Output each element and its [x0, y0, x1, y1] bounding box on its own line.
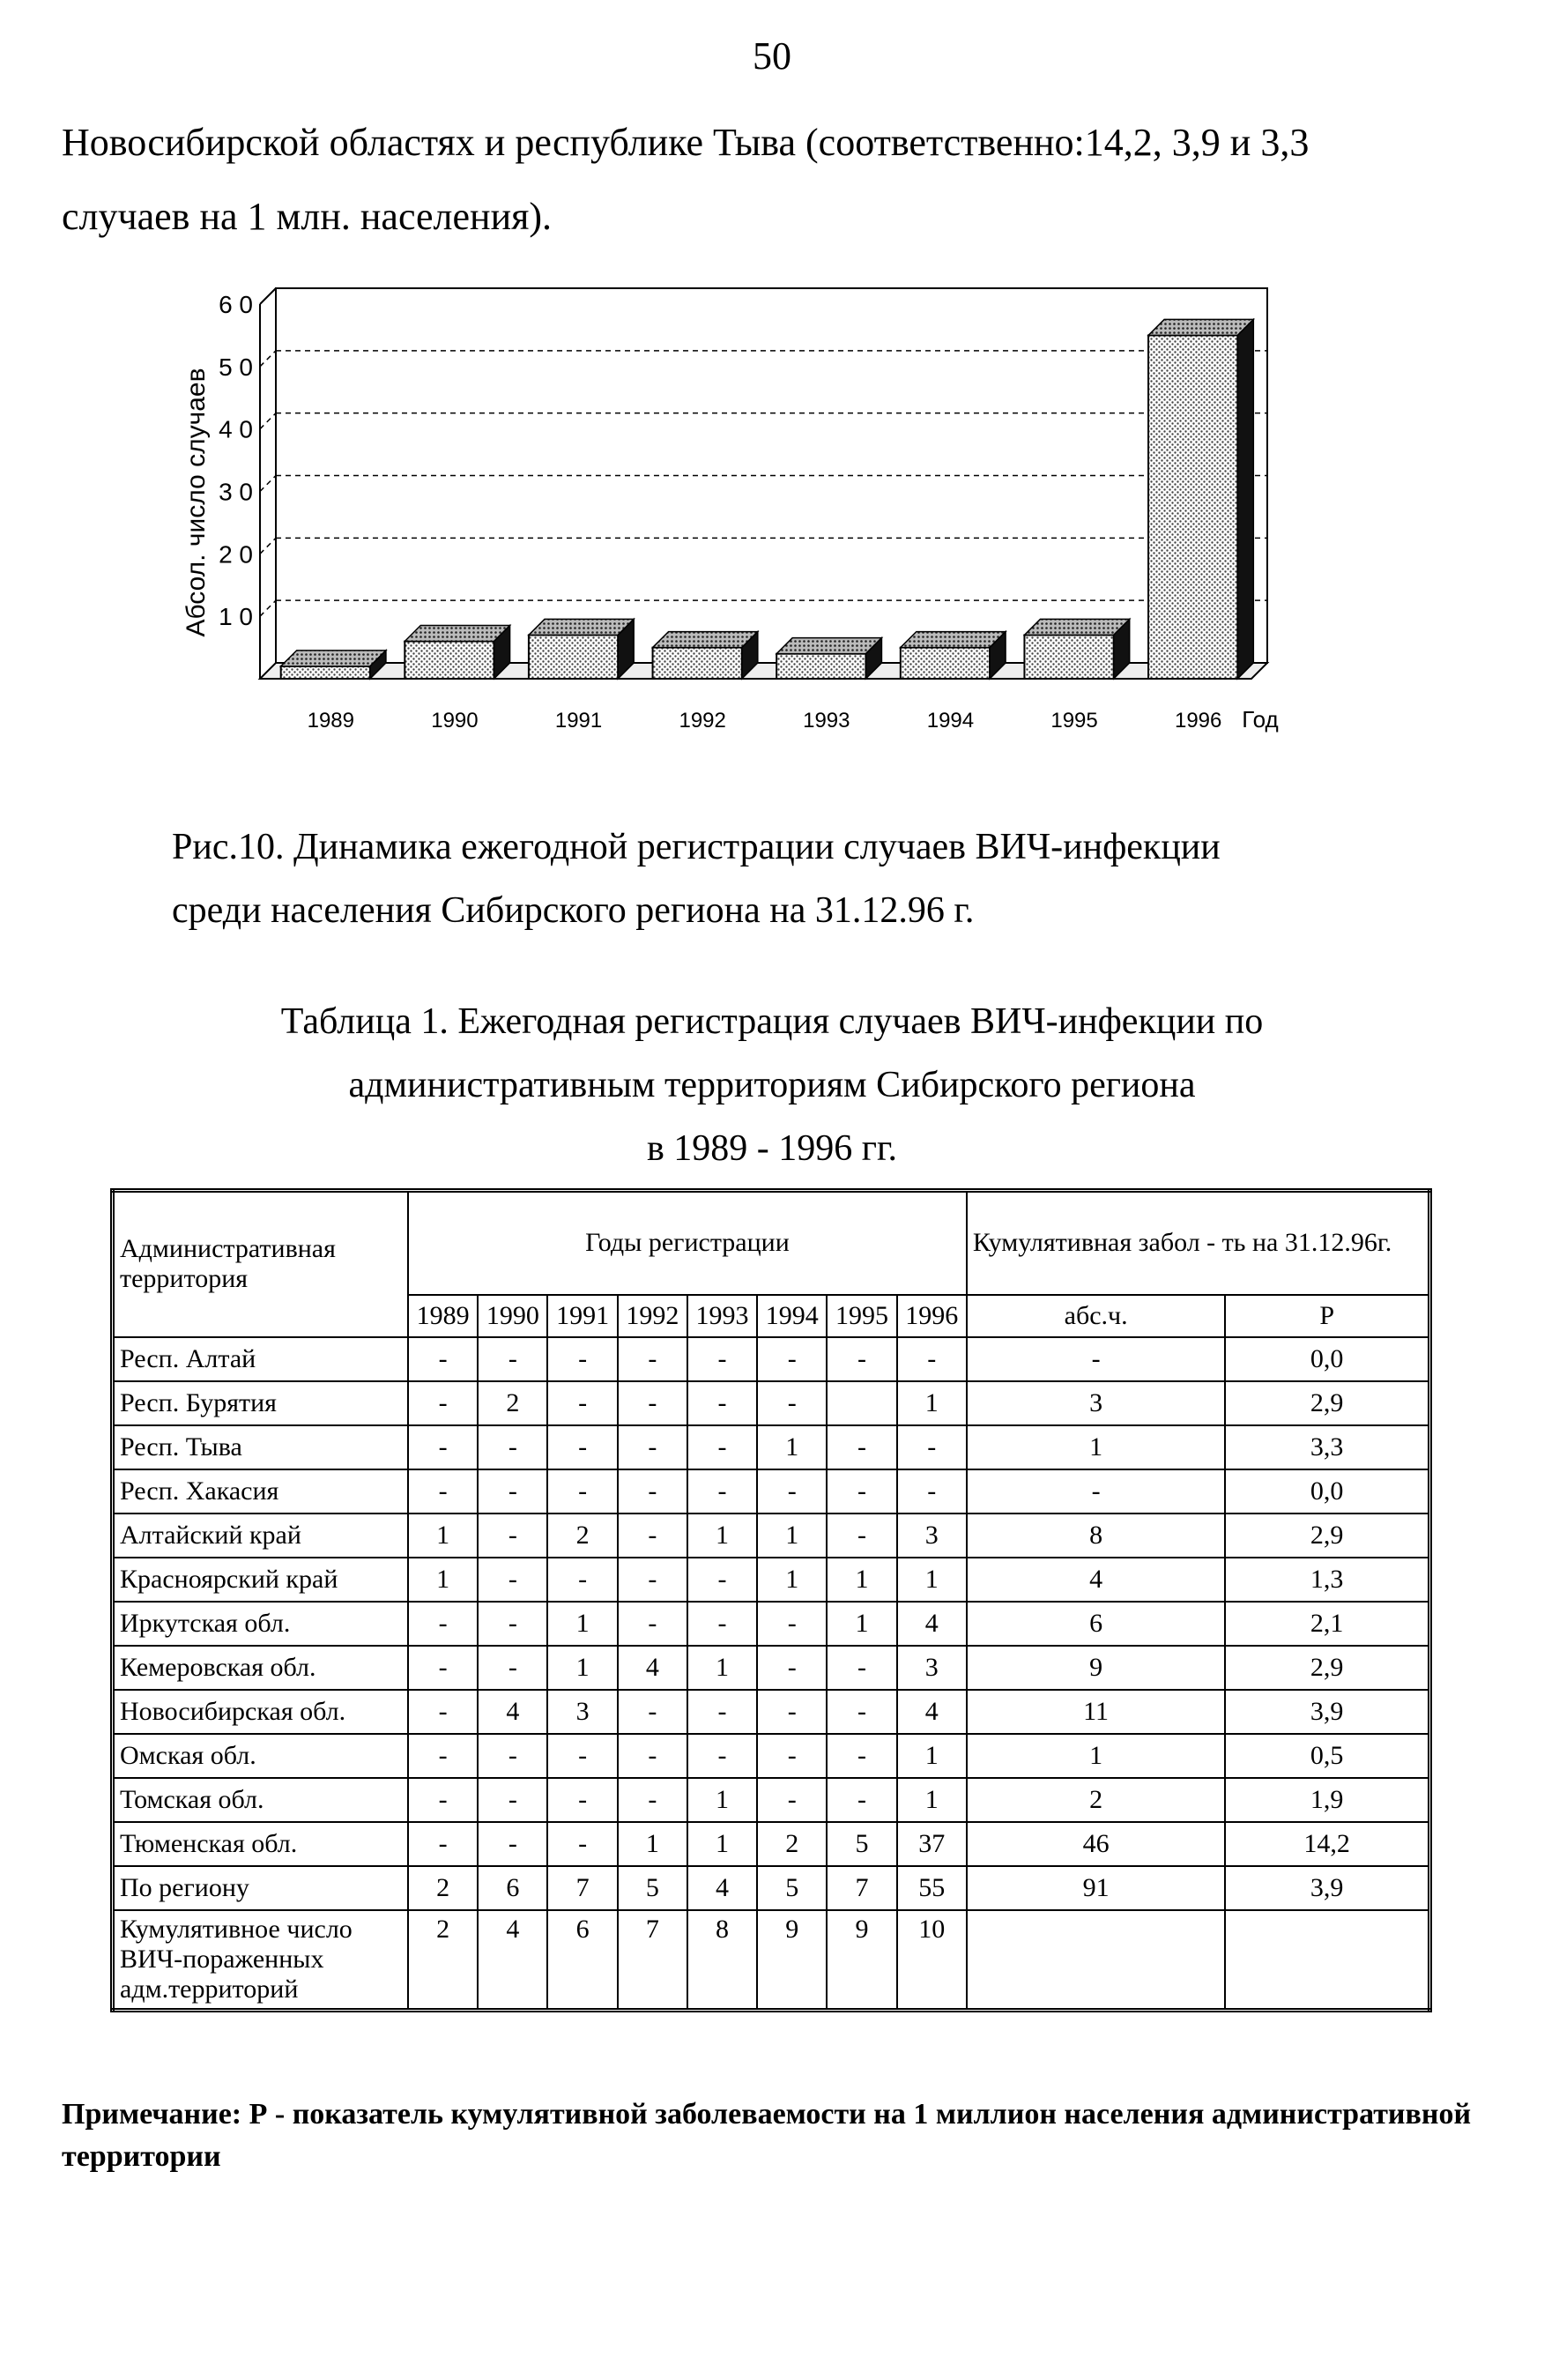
table-cell: - — [757, 1381, 827, 1425]
bar — [776, 654, 865, 679]
table-cell: 2 — [757, 1822, 827, 1866]
table-cell: - — [687, 1469, 757, 1514]
row-territory-name: Респ. Тыва — [113, 1425, 409, 1469]
table-cell: 2,9 — [1225, 1381, 1429, 1425]
bar — [281, 666, 370, 679]
bar — [405, 642, 494, 680]
page-number: 50 — [753, 34, 791, 78]
header-col-8: абс.ч. — [967, 1295, 1225, 1337]
table-cell: 9 — [757, 1910, 827, 2011]
table-row — [113, 1866, 1430, 1910]
table-cell — [1225, 1910, 1429, 2011]
table-row — [113, 1469, 1430, 1514]
table-cell: 9 — [967, 1646, 1225, 1690]
bar — [653, 648, 742, 679]
gridline-diagonal — [260, 538, 276, 554]
row-territory-name: Новосибирская обл. — [113, 1690, 409, 1734]
bar-top — [1024, 619, 1129, 635]
table-cell: 7 — [547, 1866, 617, 1910]
table-cell: 10 — [897, 1910, 967, 2011]
table-cell: - — [827, 1690, 896, 1734]
gridline-diagonal — [260, 351, 276, 367]
table-row — [113, 1822, 1430, 1866]
table-title-line-2: административным территориям Сибирского региона — [348, 1065, 1196, 1105]
table-cell: - — [618, 1425, 687, 1469]
table-cell: - — [408, 1381, 478, 1425]
table-cell: - — [547, 1778, 617, 1822]
table-cell: 1 — [687, 1514, 757, 1558]
table-cell: - — [687, 1381, 757, 1425]
table-cell: - — [478, 1602, 547, 1646]
table-cell: - — [687, 1558, 757, 1602]
table-cell: - — [827, 1778, 896, 1822]
table-cell: 4 — [618, 1646, 687, 1690]
row-territory-name: Тюменская обл. — [113, 1822, 409, 1866]
table-cell: 1 — [687, 1646, 757, 1690]
x-tick-label: 1996 — [1174, 709, 1222, 733]
table-cell: 1 — [897, 1734, 967, 1778]
table-row — [113, 1646, 1430, 1690]
bar-top — [405, 626, 509, 642]
table-cell: - — [827, 1514, 896, 1558]
table-cell: 1,3 — [1225, 1558, 1429, 1602]
table-cell: - — [408, 1337, 478, 1381]
table-row — [113, 1690, 1430, 1734]
y-tick-label: 2 0 — [219, 540, 253, 569]
intro-line-2: случаев на 1 млн. населения). — [62, 195, 553, 238]
intro-line-1: Новосибирской областях и республике Тыва (соответственно:14,2, 3,9 и 3,3 — [62, 121, 1310, 164]
row-territory-name: По региону — [113, 1866, 409, 1910]
y-tick-label: 5 0 — [219, 353, 253, 381]
table-row — [113, 1337, 1430, 1381]
table-cell: 7 — [618, 1910, 687, 2011]
table-cell: - — [827, 1337, 896, 1381]
row-territory-name: Иркутская обл. — [113, 1602, 409, 1646]
y-tick-label: 1 0 — [219, 603, 253, 631]
table-cell: - — [408, 1469, 478, 1514]
table-cell: - — [408, 1425, 478, 1469]
table-cell — [827, 1381, 896, 1425]
table-row — [113, 1558, 1430, 1602]
table-cell: 3 — [897, 1646, 967, 1690]
table-row — [113, 1602, 1430, 1646]
x-tick-label: 1993 — [803, 709, 850, 733]
table-cell: - — [408, 1734, 478, 1778]
y-tick-label: 6 0 — [219, 291, 253, 318]
table-cell: 4 — [897, 1690, 967, 1734]
table-cell: 1 — [897, 1558, 967, 1602]
header-col-6: 1995 — [827, 1295, 896, 1337]
table-cell: 46 — [967, 1822, 1225, 1866]
header-col-2: 1991 — [547, 1295, 617, 1337]
table-cell: 55 — [897, 1866, 967, 1910]
table-cell: - — [757, 1778, 827, 1822]
table-cell: - — [478, 1822, 547, 1866]
table-cell: - — [897, 1425, 967, 1469]
table-cell: 6 — [967, 1602, 1225, 1646]
table-cell: - — [618, 1514, 687, 1558]
header-cumulative: Кумулятивная забол - ть на 31.12.96г. — [967, 1191, 1430, 1295]
table-cell: 2 — [408, 1866, 478, 1910]
row-territory-name: Томская обл. — [113, 1778, 409, 1822]
table-cell: - — [478, 1646, 547, 1690]
row-territory-name: Алтайский край — [113, 1514, 409, 1558]
table-cell: 1 — [897, 1778, 967, 1822]
table-cell: - — [547, 1381, 617, 1425]
x-tick-label: 1991 — [554, 709, 603, 733]
table-cell: 1 — [408, 1514, 478, 1558]
gridline-diagonal — [260, 476, 276, 492]
y-tick-label: 3 0 — [219, 478, 253, 506]
table-cell: - — [547, 1469, 617, 1514]
table-cell: - — [547, 1822, 617, 1866]
bar-side — [1237, 319, 1253, 679]
table-cell: - — [967, 1469, 1225, 1514]
table-cell: - — [687, 1602, 757, 1646]
table-cell: 4 — [967, 1558, 1225, 1602]
gridline-diagonal — [260, 413, 276, 429]
table-cell — [967, 1910, 1225, 2011]
table-cell: 9 — [827, 1910, 896, 2011]
table-cell: - — [618, 1690, 687, 1734]
bar-top — [529, 619, 634, 635]
table-cell: - — [687, 1690, 757, 1734]
table-cell: 0,5 — [1225, 1734, 1429, 1778]
table-cell: - — [967, 1337, 1225, 1381]
table-cell: 2 — [547, 1514, 617, 1558]
table-cell: - — [687, 1337, 757, 1381]
bar-top — [1148, 319, 1253, 335]
bar — [1148, 335, 1237, 679]
table-cell: - — [757, 1337, 827, 1381]
table-cell: 3 — [897, 1514, 967, 1558]
table-cell: 11 — [967, 1690, 1225, 1734]
table-cell: 7 — [827, 1866, 896, 1910]
table-cell: - — [618, 1469, 687, 1514]
row-territory-name: Кумулятивное число ВИЧ-пораженных адм.территорий — [113, 1910, 409, 2011]
header-col-3: 1992 — [618, 1295, 687, 1337]
header-years: Годы регистрации — [408, 1191, 967, 1295]
table-cell: 1 — [757, 1514, 827, 1558]
table-cell: 1,9 — [1225, 1778, 1429, 1822]
table-cell: 1 — [967, 1425, 1225, 1469]
table-cell: - — [827, 1469, 896, 1514]
table-cell: 2 — [408, 1910, 478, 2011]
table-cell: 6 — [547, 1910, 617, 2011]
table-cell: - — [618, 1602, 687, 1646]
row-territory-name: Респ. Алтай — [113, 1337, 409, 1381]
table-cell: - — [827, 1734, 896, 1778]
table-cell: - — [757, 1690, 827, 1734]
table-cell: 1 — [618, 1822, 687, 1866]
table-cell: 4 — [897, 1602, 967, 1646]
table-cell: - — [547, 1337, 617, 1381]
x-axis-label: Год — [1242, 706, 1279, 733]
y-axis-label: Абсол. число случаев — [182, 368, 211, 637]
bar-top — [653, 632, 758, 648]
table-note: Примечание: Р - показатель кумулятивной заболеваемости на 1 миллион населения административной территории — [62, 2098, 1472, 2173]
table-cell: - — [757, 1734, 827, 1778]
table-cell: - — [897, 1337, 967, 1381]
table-cell: 3 — [967, 1381, 1225, 1425]
table-cell: 2,9 — [1225, 1646, 1429, 1690]
row-territory-name: Респ. Бурятия — [113, 1381, 409, 1425]
header-territory: Административная территория — [113, 1191, 409, 1337]
table-cell: - — [687, 1734, 757, 1778]
table-cell: 3,9 — [1225, 1866, 1429, 1910]
figure-caption-line-2: среди населения Сибирского региона на 31.12.96 г. — [172, 890, 975, 931]
table-cell: - — [618, 1381, 687, 1425]
table-cell: 1 — [547, 1646, 617, 1690]
table-cell: 0,0 — [1225, 1469, 1429, 1514]
bar — [529, 635, 618, 679]
table-title-line-3: в 1989 - 1996 гг. — [646, 1128, 898, 1169]
table-cell: - — [618, 1337, 687, 1381]
table-cell: - — [478, 1778, 547, 1822]
table-cell: 1 — [408, 1558, 478, 1602]
table-cell: 2 — [478, 1381, 547, 1425]
row-territory-name: Респ. Хакасия — [113, 1469, 409, 1514]
table-cell: 5 — [618, 1866, 687, 1910]
table-row — [113, 1514, 1430, 1558]
table-cell: 0,0 — [1225, 1337, 1429, 1381]
table-cell: 2,9 — [1225, 1514, 1429, 1558]
table-cell: 6 — [478, 1866, 547, 1910]
figure-caption-line-1: Рис.10. Динамика ежегодной регистрации случаев ВИЧ-инфекции — [172, 827, 1221, 867]
table-cell: - — [478, 1469, 547, 1514]
table-cell: - — [687, 1425, 757, 1469]
table-cell: - — [757, 1646, 827, 1690]
header-col-0: 1989 — [408, 1295, 478, 1337]
table-row — [113, 1425, 1430, 1469]
table-cell: 2,1 — [1225, 1602, 1429, 1646]
table-cell: 2 — [967, 1778, 1225, 1822]
table-cell: 91 — [967, 1866, 1225, 1910]
table-title-line-1: Таблица 1. Ежегодная регистрация случаев ВИЧ-инфекции по — [280, 1001, 1264, 1042]
table-row — [113, 1734, 1430, 1778]
bar-top — [901, 632, 1006, 648]
table-cell: 4 — [687, 1866, 757, 1910]
header-col-9: Р — [1225, 1295, 1429, 1337]
table-cell: - — [408, 1690, 478, 1734]
gridline-diagonal — [260, 600, 276, 616]
table-cell: - — [897, 1469, 967, 1514]
table-cell: 4 — [478, 1690, 547, 1734]
table-cell: - — [547, 1734, 617, 1778]
table-cell: 1 — [827, 1558, 896, 1602]
header-col-1: 1990 — [478, 1295, 547, 1337]
table-cell: - — [618, 1734, 687, 1778]
bar — [1024, 635, 1113, 679]
hiv-registration-table — [110, 1188, 1432, 2012]
table-cell: - — [757, 1602, 827, 1646]
table-cell: 8 — [967, 1514, 1225, 1558]
y-tick-label: 4 0 — [219, 415, 253, 443]
table-cell: - — [618, 1558, 687, 1602]
table-cell: 1 — [827, 1602, 896, 1646]
table-cell: 1 — [547, 1602, 617, 1646]
table-cell: - — [757, 1469, 827, 1514]
table-cell: - — [408, 1602, 478, 1646]
table-row — [113, 1381, 1430, 1425]
table-cell: 1 — [687, 1778, 757, 1822]
table-cell: 1 — [897, 1381, 967, 1425]
table-cell: - — [478, 1425, 547, 1469]
table-cell: 1 — [757, 1425, 827, 1469]
table-cell: 1 — [757, 1558, 827, 1602]
table-cell: 5 — [757, 1866, 827, 1910]
table-row — [113, 1778, 1430, 1822]
bar-top — [281, 651, 386, 666]
table-cell: 1 — [687, 1822, 757, 1866]
x-tick-label: 1995 — [1050, 709, 1098, 733]
table-cell: - — [408, 1646, 478, 1690]
table-cell: - — [827, 1646, 896, 1690]
table-cell: 3,3 — [1225, 1425, 1429, 1469]
x-tick-label: 1990 — [431, 709, 479, 733]
table-cell: 5 — [827, 1822, 896, 1866]
table-cell: - — [408, 1822, 478, 1866]
x-tick-label: 1989 — [307, 709, 355, 733]
row-territory-name: Кемеровская обл. — [113, 1646, 409, 1690]
header-col-5: 1994 — [757, 1295, 827, 1337]
table-row — [113, 1910, 1430, 2011]
table-cell: 1 — [967, 1734, 1225, 1778]
bar-chart — [159, 282, 1295, 776]
table-cell: 4 — [478, 1910, 547, 2011]
y-axis-top-edge — [260, 288, 276, 304]
table-cell: - — [478, 1734, 547, 1778]
bar — [901, 648, 990, 679]
table-cell: - — [547, 1558, 617, 1602]
table-cell: - — [478, 1514, 547, 1558]
x-tick-label: 1992 — [679, 709, 726, 733]
table-cell: 14,2 — [1225, 1822, 1429, 1866]
table-cell: 3,9 — [1225, 1690, 1429, 1734]
table-cell: - — [618, 1778, 687, 1822]
header-col-7: 1996 — [897, 1295, 967, 1337]
row-territory-name: Омская обл. — [113, 1734, 409, 1778]
x-tick-label: 1994 — [926, 709, 975, 733]
bar-chart-svg — [159, 282, 1295, 776]
table-cell: - — [408, 1778, 478, 1822]
table-cell: - — [827, 1425, 896, 1469]
table-cell: 8 — [687, 1910, 757, 2011]
bar-top — [776, 638, 881, 654]
table-cell: 3 — [547, 1690, 617, 1734]
table-cell: - — [478, 1558, 547, 1602]
table-cell: - — [547, 1425, 617, 1469]
row-territory-name: Красноярский край — [113, 1558, 409, 1602]
table-cell: - — [478, 1337, 547, 1381]
header-col-4: 1993 — [687, 1295, 757, 1337]
table-cell: 37 — [897, 1822, 967, 1866]
